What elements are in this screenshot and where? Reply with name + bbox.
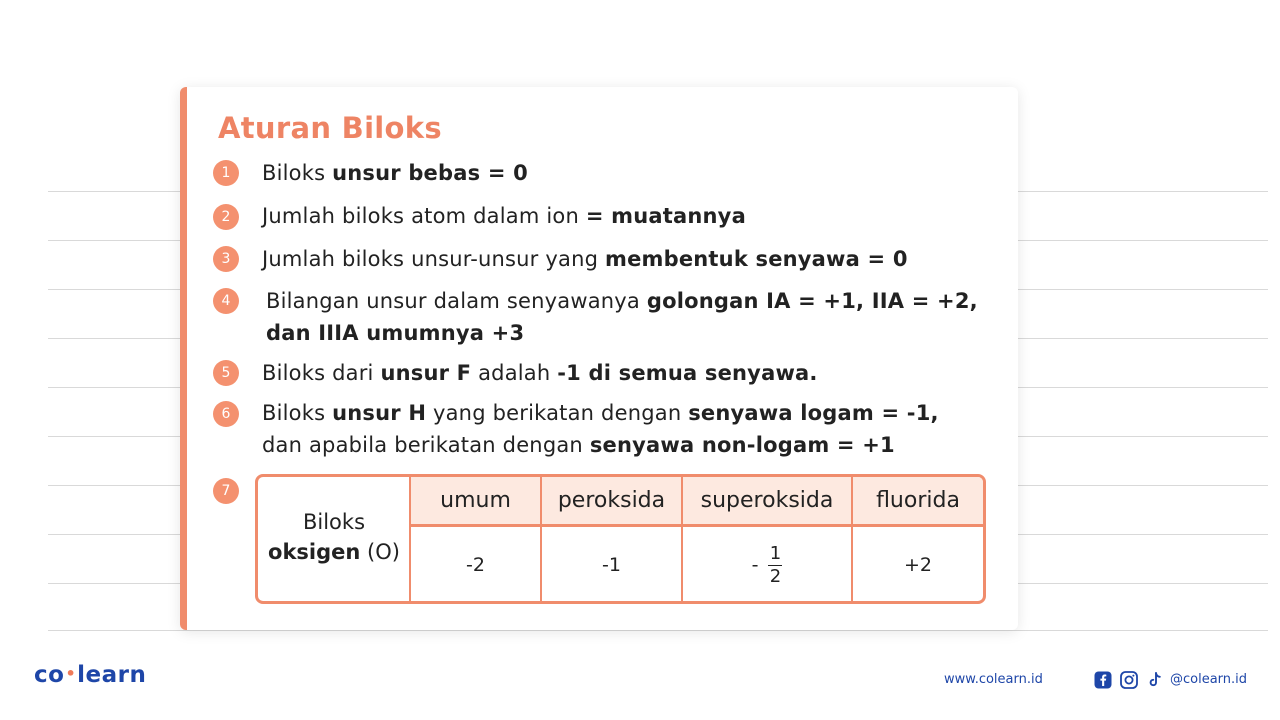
logo-part-learn: learn: [77, 662, 147, 688]
rule-text-bold: -1 di semua senyawa.: [557, 361, 818, 385]
rule-number-badge: 2: [213, 204, 239, 230]
rule-text-bold: unsur bebas = 0: [332, 161, 528, 185]
rule-text-bold: senyawa non-logam = +1: [589, 433, 895, 457]
rule-1-text: [262, 157, 528, 189]
rule-number-badge: 4: [213, 288, 239, 314]
rule-text-bold: unsur F: [380, 361, 472, 385]
row-label-bold: oksigen: [268, 540, 361, 564]
table-value-peroksida: -1: [602, 554, 621, 576]
rule-text-bold: senyawa logam = -1,: [688, 401, 939, 425]
rule-text-bold: golongan IA = +1, IIA = +2,: [646, 289, 978, 313]
table-header-peroksida: peroksida: [557, 488, 666, 513]
table-row-label: [258, 507, 410, 567]
rule-text: adalah: [471, 361, 558, 385]
rule-number-badge: 7: [213, 478, 239, 504]
rule-number-badge: 6: [213, 401, 239, 427]
row-label-line-1: Biloks: [302, 510, 366, 534]
rule-2-text: [262, 200, 746, 232]
instagram-icon[interactable]: [1120, 671, 1138, 689]
rule-text: Biloks dari: [262, 361, 381, 385]
logo-dot: •: [65, 664, 77, 683]
rule-text-bold: membentuk senyawa = 0: [605, 247, 908, 271]
rule-3-text: [262, 243, 908, 275]
oxygen-biloks-table: [255, 474, 986, 604]
rule-5-text: [262, 357, 818, 389]
rule-number-badge: 1: [213, 160, 239, 186]
card-accent-bar: [180, 87, 187, 630]
rule-number-badge: 5: [213, 360, 239, 386]
rule-text: yang berikatan dengan: [426, 401, 689, 425]
row-label-line-2: [258, 537, 410, 567]
fraction-sign: -: [751, 554, 759, 576]
rule-text: Jumlah biloks unsur-unsur yang: [262, 247, 605, 271]
rule-text: Biloks: [262, 161, 333, 185]
card-title: Aturan Biloks: [218, 111, 442, 145]
table-header-umum: umum: [440, 488, 511, 513]
table-value-fluorida: +2: [903, 554, 932, 576]
rule-number-badge: 3: [213, 246, 239, 272]
row-label-rest: (O): [360, 540, 400, 564]
table-value-superoksida: [683, 527, 851, 604]
rule-text: Bilangan unsur dalam senyawanya: [266, 289, 647, 313]
rule-text: Jumlah biloks atom dalam ion: [262, 204, 586, 228]
rule-text-bold: = muatannya: [585, 204, 746, 228]
rule-text: Biloks: [262, 401, 333, 425]
rules-card: [180, 87, 1018, 630]
fraction-one-half: [768, 544, 782, 587]
table-value-umum: -2: [466, 554, 485, 576]
fraction-numerator: 1: [769, 543, 782, 564]
table-header-fluorida: fluorida: [876, 488, 960, 513]
social-handle[interactable]: @colearn.id: [1170, 672, 1248, 687]
logo-part-co: co: [34, 662, 65, 688]
rule-4-text: [266, 285, 978, 349]
colearn-logo: [34, 662, 146, 688]
website-link[interactable]: www.colearn.id: [944, 672, 1043, 687]
table-header-superoksida: superoksida: [700, 488, 834, 513]
rule-6-text: [262, 397, 939, 461]
rule-text-bold: dan IIIA umumnya +3: [266, 321, 525, 345]
facebook-icon[interactable]: [1094, 671, 1112, 689]
rule-text-bold: unsur H: [332, 401, 427, 425]
rule-text: dan apabila berikatan dengan: [262, 433, 590, 457]
fraction-denominator: 2: [769, 566, 782, 587]
tiktok-icon[interactable]: [1146, 671, 1164, 689]
ruled-line: [48, 630, 1268, 631]
